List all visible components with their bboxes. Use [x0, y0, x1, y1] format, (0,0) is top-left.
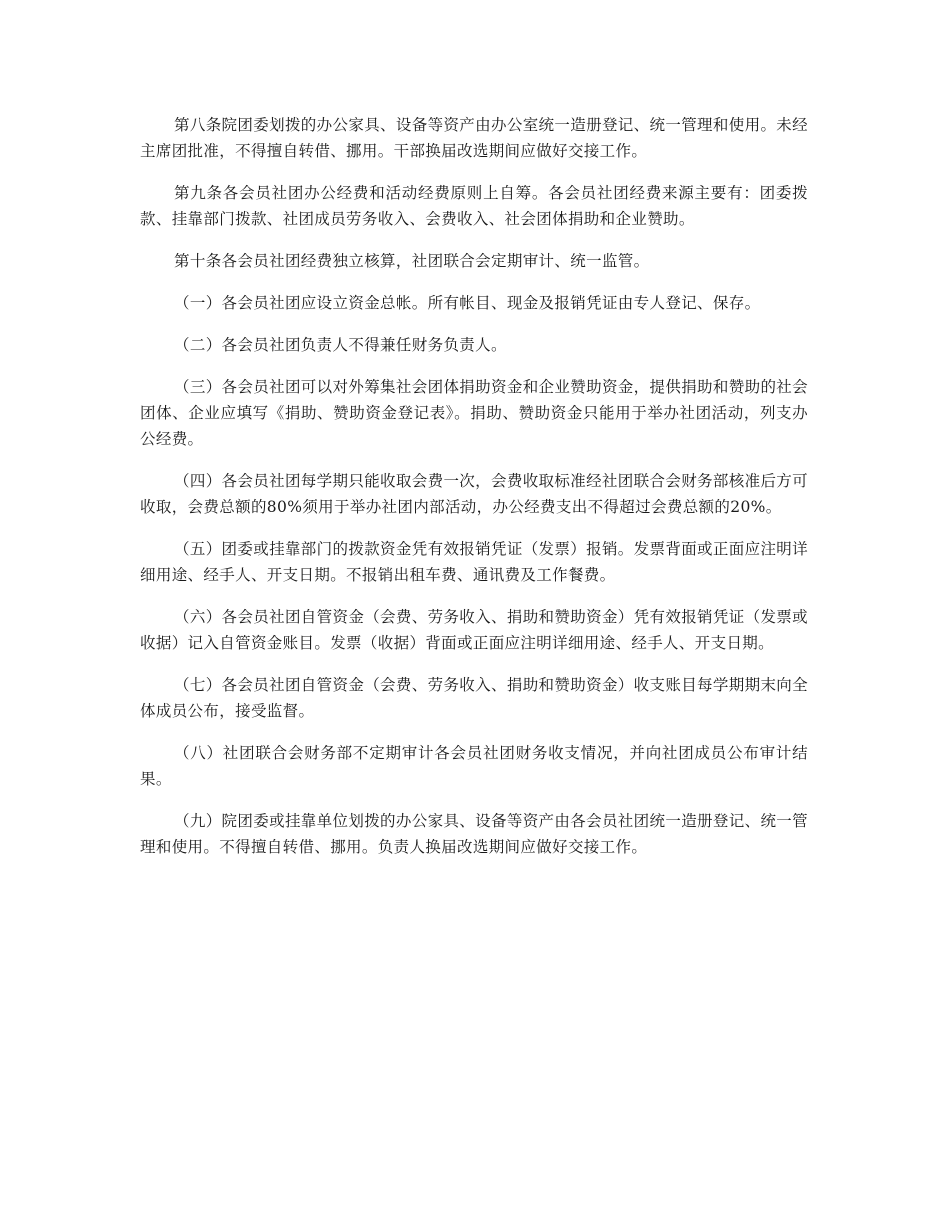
article-8-paragraph: 第八条院团委划拨的办公家具、设备等资产由办公室统一造册登记、统一管理和使用。未经主席团批准，不得擅自转借、挪用。干部换届改选期间应做好交接工作。 [140, 116, 809, 160]
clause-8-paragraph: （八）社团联合会财务部不定期审计各会员社团财务收支情况，并向社团成员公布审计结果。 [140, 744, 808, 788]
article-9-paragraph: 第九条各会员社团办公经费和活动经费原则上自筹。各会员社团经费来源主要有：团委拨款、挂靠部门拨款、社团成员劳务收入、会费收入、社会团体捐助和企业赞助。 [140, 184, 808, 228]
clause-5-paragraph: （五）团委或挂靠部门的拨款资金凭有效报销凭证（发票）报销。发票背面或正面应注明详细用途、经手人、开支日期。不报销出租车费、通讯费及工作餐费。 [140, 540, 809, 584]
clause-4-paragraph: （四）各会员社团每学期只能收取会费一次，会费收取标准经社团联合会财务部核准后方可收取，会费总额的80%须用于举办社团内部活动，办公经费支出不得超过会费总额的20%。 [140, 472, 809, 516]
clause-6-paragraph: （六）各会员社团自管资金（会费、劳务收入、捐助和赞助资金）凭有效报销凭证（发票或收据）记入自管资金账目。发票（收据）背面或正面应注明详细用途、经手人、开支日期。 [140, 608, 809, 652]
clause-1-paragraph: （一）各会员社团应设立资金总帐。所有帐目、现金及报销凭证由专人登记、保存。 [174, 294, 761, 312]
clause-2-paragraph: （二）各会员社团负责人不得兼任财务负责人。 [174, 336, 507, 354]
clause-3-paragraph: （三）各会员社团可以对外筹集社会团体捐助资金和企业赞助资金，提供捐助和赞助的社会团体、企业应填写《捐助、赞助资金登记表》。捐助、赞助资金只能用于举办社团活动，列支办公经费。 [140, 378, 809, 448]
clause-9-paragraph: （九）院团委或挂靠单位划拨的办公家具、设备等资产由各会员社团统一造册登记、统一管理和使用。不得擅自转借、挪用。负责人换届改选期间应做好交接工作。 [140, 812, 809, 856]
article-10-paragraph: 第十条各会员社团经费独立核算，社团联合会定期审计、统一监管。 [174, 252, 650, 270]
clause-7-paragraph: （七）各会员社团自管资金（会费、劳务收入、捐助和赞助资金）收支账目每学期期末向全体成员公布，接受监督。 [140, 676, 809, 720]
document-page [140, 112, 808, 876]
